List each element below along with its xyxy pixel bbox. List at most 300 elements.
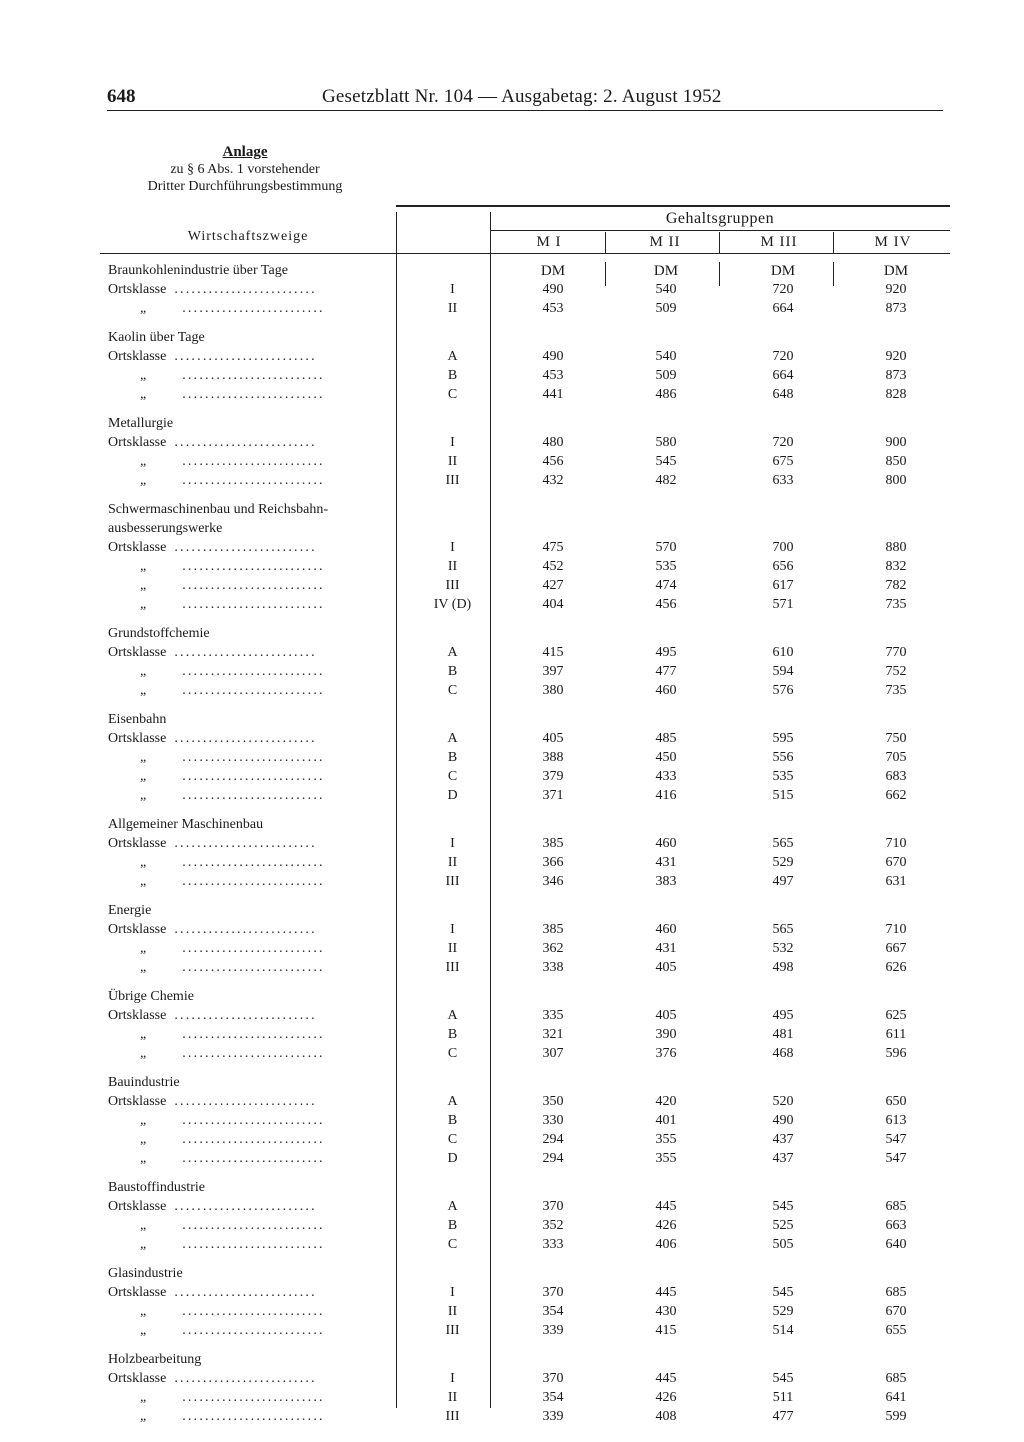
section-title-row	[100, 816, 950, 835]
sector-name: Bauindustrie	[108, 1075, 180, 1091]
ditto-mark: „	[140, 682, 147, 698]
salary-value-mi: 354	[542, 1390, 564, 1406]
salary-value-mii: 477	[655, 663, 677, 679]
ditto-mark: „	[140, 454, 147, 470]
leader-dots: .........................	[182, 873, 325, 889]
column-header-m2: M II	[649, 234, 681, 250]
leader-dots: .........................	[182, 300, 325, 316]
salary-value-miii: 565	[772, 836, 794, 852]
salary-value-mii: 445	[655, 1371, 677, 1387]
leader-dots: .........................	[182, 1409, 325, 1425]
salary-value-miii: 437	[772, 1150, 794, 1166]
ditto-mark: „	[140, 472, 147, 488]
leader-dots: .........................	[182, 558, 325, 574]
leader-dots: .........................	[182, 367, 325, 383]
ortsklasse-value: II	[447, 1390, 458, 1406]
salary-value-mii: 545	[655, 454, 677, 470]
leader-dots: .........................	[182, 577, 325, 593]
table-row	[100, 1389, 950, 1408]
salary-value-mi: 338	[542, 959, 564, 975]
ortsklasse-value: B	[447, 663, 458, 679]
table-row	[100, 453, 950, 472]
ditto-mark: „	[140, 300, 147, 316]
salary-value-miv: 752	[885, 663, 907, 679]
ortsklasse-label: Ortsklasse	[108, 731, 167, 747]
table-row	[100, 682, 950, 701]
sector-name: Grundstoffchemie	[108, 626, 210, 642]
ditto-mark: „	[140, 854, 147, 870]
salary-value-miii: 565	[772, 922, 794, 938]
salary-value-mii: 431	[655, 854, 677, 870]
ditto-mark: „	[140, 577, 147, 593]
ortsklasse-value: A	[447, 349, 458, 365]
sector-name: Metallurgie	[108, 416, 174, 432]
table-row	[100, 1408, 950, 1427]
section-title-row	[100, 625, 950, 644]
salary-value-mii: 460	[655, 922, 677, 938]
salary-value-mii: 401	[655, 1113, 677, 1129]
sector-name: Allgemeiner Maschinenbau	[108, 817, 264, 833]
column-header-gehaltsgruppen: Gehaltsgruppen	[665, 210, 775, 227]
row-label	[108, 386, 325, 405]
salary-value-mii: 474	[655, 577, 677, 593]
ortsklasse-label: Ortsklasse	[108, 1371, 167, 1387]
row-label	[108, 749, 325, 768]
salary-value-mi: 385	[542, 922, 564, 938]
salary-value-mi: 307	[542, 1045, 564, 1061]
section-title-row	[100, 711, 950, 730]
table-row	[100, 663, 950, 682]
salary-value-miii: 437	[772, 1132, 794, 1148]
salary-value-miv: 880	[885, 540, 907, 556]
salary-value-miii: 490	[772, 1113, 794, 1129]
ortsklasse-value: II	[447, 854, 458, 870]
ortsklasse-value: I	[450, 922, 455, 938]
salary-value-miv: 735	[885, 682, 907, 698]
salary-value-miii: 617	[772, 577, 794, 593]
sector-name: Eisenbahn	[108, 712, 167, 728]
salary-value-miv: 611	[885, 1027, 907, 1043]
table-row	[100, 558, 950, 577]
table-row	[100, 959, 950, 978]
sector-name: Baustoffindustrie	[108, 1180, 205, 1196]
table-row	[100, 367, 950, 386]
sector-name: Holzbearbeitung	[108, 1352, 202, 1368]
leader-dots: .........................	[174, 435, 317, 451]
salary-value-miv: 710	[885, 836, 907, 852]
salary-value-miv: 873	[885, 300, 907, 316]
row-label	[108, 539, 317, 558]
salary-value-mi: 456	[542, 454, 564, 470]
salary-value-mii: 426	[655, 1218, 677, 1234]
leader-dots: .........................	[182, 1323, 325, 1339]
salary-value-mii: 416	[655, 787, 677, 803]
salary-value-miv: 631	[885, 873, 907, 889]
section-title-row	[100, 1074, 950, 1093]
ortsklasse-value: A	[447, 1199, 458, 1215]
sector-name: Braunkohlenindustrie über Tage	[108, 263, 288, 278]
ortsklasse-value: A	[447, 731, 458, 747]
section-title-row	[100, 1351, 950, 1370]
salary-value-miii: 529	[772, 1304, 794, 1320]
table-row	[100, 1284, 950, 1303]
salary-value-mi: 370	[542, 1371, 564, 1387]
table-row	[100, 281, 950, 300]
leader-dots: .........................	[182, 1113, 325, 1129]
row-label	[108, 768, 325, 787]
salary-value-miii: 545	[772, 1199, 794, 1215]
leader-dots: .........................	[182, 854, 325, 870]
salary-value-miii: 505	[772, 1236, 794, 1252]
table-row	[100, 768, 950, 787]
ditto-mark: „	[140, 787, 147, 803]
salary-value-mi: 339	[542, 1323, 564, 1339]
salary-value-mii: 486	[655, 386, 677, 402]
salary-value-mi: 330	[542, 1113, 564, 1129]
salary-value-miii: 498	[772, 959, 794, 975]
leader-dots: .........................	[182, 596, 325, 612]
row-label	[108, 1236, 325, 1255]
salary-value-mii: 450	[655, 749, 677, 765]
salary-value-mi: 354	[542, 1304, 564, 1320]
row-label	[108, 453, 325, 472]
table-row	[100, 749, 950, 768]
salary-value-mi: 380	[542, 682, 564, 698]
salary-value-miv: 626	[885, 959, 907, 975]
salary-value-miv: 685	[885, 1199, 907, 1215]
salary-value-miv: 735	[885, 596, 907, 612]
leader-dots: .........................	[174, 1285, 317, 1301]
salary-value-mi: 339	[542, 1409, 564, 1425]
salary-value-miii: 515	[772, 787, 794, 803]
leader-dots: .........................	[174, 540, 317, 556]
section-title-row	[100, 1265, 950, 1284]
table-row	[100, 539, 950, 558]
salary-value-miii: 595	[772, 731, 794, 747]
ortsklasse-value: C	[447, 1045, 458, 1061]
ortsklasse-value: I	[450, 1371, 455, 1387]
salary-value-miv: 683	[885, 768, 907, 784]
row-label	[108, 281, 317, 300]
sector-name: Energie	[108, 903, 152, 919]
row-label	[108, 1322, 325, 1341]
ditto-mark: „	[140, 873, 147, 889]
ortsklasse-label: Ortsklasse	[108, 540, 167, 556]
salary-value-mi: 405	[542, 731, 564, 747]
salary-value-mii: 509	[655, 300, 677, 316]
row-label	[108, 596, 325, 615]
section-title-row	[100, 902, 950, 921]
salary-value-mi: 432	[542, 472, 564, 488]
salary-value-mi: 388	[542, 749, 564, 765]
ditto-mark: „	[140, 1045, 147, 1061]
salary-value-mii: 445	[655, 1199, 677, 1215]
salary-table	[100, 262, 950, 1427]
table-row	[100, 1026, 950, 1045]
leader-dots: .........................	[174, 836, 317, 852]
salary-value-mii: 460	[655, 682, 677, 698]
salary-value-miv: 641	[885, 1390, 907, 1406]
row-label	[108, 367, 325, 386]
salary-value-miii: 633	[772, 472, 794, 488]
salary-value-mi: 294	[542, 1150, 564, 1166]
leader-dots: .........................	[182, 472, 325, 488]
salary-value-miii: 529	[772, 854, 794, 870]
ortsklasse-label: Ortsklasse	[108, 349, 167, 365]
row-label	[108, 472, 325, 491]
ditto-mark: „	[140, 1409, 147, 1425]
salary-value-miii: 594	[772, 663, 794, 679]
row-label	[108, 1217, 325, 1236]
leader-dots: .........................	[174, 731, 317, 747]
salary-value-miii: 497	[772, 873, 794, 889]
ditto-mark: „	[140, 386, 147, 402]
leader-dots: .........................	[174, 281, 317, 297]
unit-label-dm: DM	[883, 263, 909, 279]
ortsklasse-value: D	[447, 1150, 458, 1166]
salary-value-miii: 571	[772, 596, 794, 612]
table-row	[100, 1217, 950, 1236]
header-top-rule	[396, 205, 950, 207]
ditto-mark: „	[140, 1150, 147, 1166]
salary-value-mii: 485	[655, 731, 677, 747]
ditto-mark: „	[140, 1027, 147, 1043]
salary-value-miv: 667	[885, 941, 907, 956]
table-header	[100, 205, 950, 257]
leader-dots: .........................	[182, 1304, 325, 1320]
salary-value-mii: 415	[655, 1323, 677, 1339]
salary-value-miii: 495	[772, 1008, 794, 1024]
salary-value-miv: 750	[885, 731, 907, 747]
salary-value-miii: 656	[772, 558, 794, 574]
ortsklasse-label: Ortsklasse	[108, 645, 167, 661]
ortsklasse-value: III	[445, 472, 460, 488]
salary-value-mii: 405	[655, 959, 677, 975]
ortsklasse-value: I	[450, 435, 455, 451]
salary-value-miv: 650	[885, 1094, 907, 1110]
salary-value-mi: 453	[542, 367, 564, 383]
sector-name: Übrige Chemie	[108, 989, 194, 1005]
row-label	[108, 1093, 317, 1112]
salary-value-miii: 664	[772, 300, 794, 316]
ortsklasse-value: II	[447, 454, 458, 470]
salary-value-miv: 873	[885, 367, 907, 383]
page-number: 648	[107, 86, 136, 107]
running-head: Gesetzblatt Nr. 104 — Ausgabetag: 2. August 1952	[322, 86, 722, 107]
salary-value-mi: 335	[542, 1008, 564, 1024]
salary-value-miii: 511	[772, 1390, 794, 1406]
leader-dots: .........................	[182, 1218, 325, 1234]
row-label	[108, 1389, 325, 1408]
ortsklasse-label: Ortsklasse	[108, 435, 167, 451]
ortsklasse-label: Ortsklasse	[108, 1199, 167, 1215]
column-header-m4: M IV	[874, 234, 912, 250]
ditto-mark: „	[140, 558, 147, 574]
unit-label-dm: DM	[770, 263, 796, 279]
ortsklasse-label: Ortsklasse	[108, 836, 167, 852]
ortsklasse-value: II	[447, 300, 458, 316]
salary-value-miv: 782	[885, 577, 907, 593]
ortsklasse-value: II	[447, 1304, 458, 1320]
salary-value-miii: 532	[772, 941, 794, 956]
ditto-mark: „	[140, 1113, 147, 1129]
table-row	[100, 1303, 950, 1322]
salary-value-mii: 355	[655, 1132, 677, 1148]
sector-name-continued: ausbesserungswerke	[108, 521, 223, 537]
sector-name: Schwermaschinenbau und Reichsbahn-	[108, 502, 329, 518]
leader-dots: .........................	[174, 1008, 317, 1024]
salary-value-miii: 556	[772, 749, 794, 765]
ditto-mark: „	[140, 1218, 147, 1234]
row-label	[108, 940, 325, 959]
leader-dots: .........................	[182, 1132, 325, 1148]
row-label	[108, 1150, 325, 1169]
salary-value-mi: 452	[542, 558, 564, 574]
gehaltsgruppen-rule	[490, 230, 950, 231]
ortsklasse-value: C	[447, 386, 458, 402]
ortsklasse-value: I	[450, 540, 455, 556]
column-header-m1: M I	[536, 234, 562, 250]
page-header	[107, 86, 943, 111]
ortsklasse-value: B	[447, 749, 458, 765]
salary-value-mii: 405	[655, 1008, 677, 1024]
section-title-row	[100, 501, 950, 520]
ditto-mark: „	[140, 596, 147, 612]
salary-value-mi: 350	[542, 1094, 564, 1110]
salary-value-miv: 828	[885, 386, 907, 402]
salary-value-miii: 720	[772, 281, 794, 297]
row-label	[108, 787, 325, 806]
salary-value-mii: 431	[655, 941, 677, 956]
table-row	[100, 1150, 950, 1169]
table-row	[100, 835, 950, 854]
salary-value-miv: 640	[885, 1236, 907, 1252]
ortsklasse-label: Ortsklasse	[108, 281, 167, 297]
salary-value-miii: 576	[772, 682, 794, 698]
ortsklasse-value: A	[447, 645, 458, 661]
ditto-mark: „	[140, 663, 147, 679]
unit-label-dm: DM	[540, 263, 566, 279]
salary-value-miv: 625	[885, 1008, 907, 1024]
table-row	[100, 787, 950, 806]
salary-value-mii: 540	[655, 281, 677, 297]
section-title-row	[100, 520, 950, 539]
leader-dots: .........................	[182, 663, 325, 679]
ortsklasse-value: III	[445, 577, 460, 593]
row-label	[108, 835, 317, 854]
leader-dots: .........................	[182, 749, 325, 765]
salary-value-miii: 545	[772, 1285, 794, 1301]
salary-value-mii: 580	[655, 435, 677, 451]
salary-value-miv: 613	[885, 1113, 907, 1129]
salary-value-miii: 610	[772, 645, 794, 661]
salary-value-miv: 655	[885, 1323, 907, 1339]
leader-dots: .........................	[174, 1371, 317, 1387]
annex-note	[115, 144, 375, 195]
table-row	[100, 386, 950, 405]
salary-value-miii: 700	[772, 540, 794, 556]
salary-value-miv: 770	[885, 645, 907, 661]
table-row	[100, 596, 950, 615]
section-title-row	[100, 262, 950, 281]
ortsklasse-value: B	[447, 1218, 458, 1234]
salary-value-mii: 430	[655, 1304, 677, 1320]
row-label	[108, 873, 325, 892]
salary-value-miii: 648	[772, 386, 794, 402]
salary-value-miv: 710	[885, 922, 907, 938]
row-label	[108, 1284, 317, 1303]
row-label	[108, 577, 325, 596]
leader-dots: .........................	[174, 645, 317, 661]
ortsklasse-label: Ortsklasse	[108, 922, 167, 938]
row-label	[108, 1026, 325, 1045]
salary-value-mi: 362	[542, 941, 564, 956]
salary-value-mi: 346	[542, 873, 564, 889]
row-label	[108, 1007, 317, 1026]
table-row	[100, 873, 950, 892]
salary-value-mi: 404	[542, 596, 564, 612]
ortsklasse-value: I	[450, 281, 455, 297]
salary-value-mii: 535	[655, 558, 677, 574]
leader-dots: .........................	[182, 1150, 325, 1166]
salary-value-mii: 509	[655, 367, 677, 383]
salary-value-mi: 415	[542, 645, 564, 661]
salary-value-mi: 475	[542, 540, 564, 556]
salary-value-miv: 596	[885, 1045, 907, 1061]
sector-name: Glasindustrie	[108, 1266, 183, 1282]
table-row	[100, 1198, 950, 1217]
ortsklasse-value: A	[447, 1094, 458, 1110]
table-row	[100, 434, 950, 453]
salary-value-mii: 433	[655, 768, 677, 784]
salary-value-mii: 456	[655, 596, 677, 612]
salary-value-miii: 525	[772, 1218, 794, 1234]
ditto-mark: „	[140, 959, 147, 975]
leader-dots: .........................	[182, 1390, 325, 1406]
row-label	[108, 730, 317, 749]
salary-value-mii: 540	[655, 349, 677, 365]
row-label	[108, 663, 325, 682]
section-title-row	[100, 1179, 950, 1198]
leader-dots: .........................	[182, 1236, 325, 1252]
salary-value-miv: 662	[885, 787, 907, 803]
ditto-mark: „	[140, 1304, 147, 1320]
leader-dots: .........................	[174, 1094, 317, 1110]
salary-value-mi: 294	[542, 1132, 564, 1148]
salary-value-mi: 490	[542, 349, 564, 365]
salary-value-miii: 664	[772, 367, 794, 383]
salary-value-mi: 371	[542, 787, 564, 803]
ditto-mark: „	[140, 768, 147, 784]
ortsklasse-value: B	[447, 367, 458, 383]
ortsklasse-label: Ortsklasse	[108, 1094, 167, 1110]
column-divider	[719, 232, 720, 254]
column-divider	[605, 232, 606, 254]
salary-value-mii: 482	[655, 472, 677, 488]
table-row	[100, 921, 950, 940]
salary-value-mii: 376	[655, 1045, 677, 1061]
salary-value-miv: 670	[885, 854, 907, 870]
salary-value-mii: 495	[655, 645, 677, 661]
row-label	[108, 1045, 325, 1064]
salary-value-mi: 366	[542, 854, 564, 870]
row-label	[108, 682, 325, 701]
table-row	[100, 1370, 950, 1389]
salary-value-miv: 920	[885, 349, 907, 365]
salary-value-mii: 420	[655, 1094, 677, 1110]
salary-value-mii: 426	[655, 1390, 677, 1406]
ortsklasse-value: B	[447, 1027, 458, 1043]
